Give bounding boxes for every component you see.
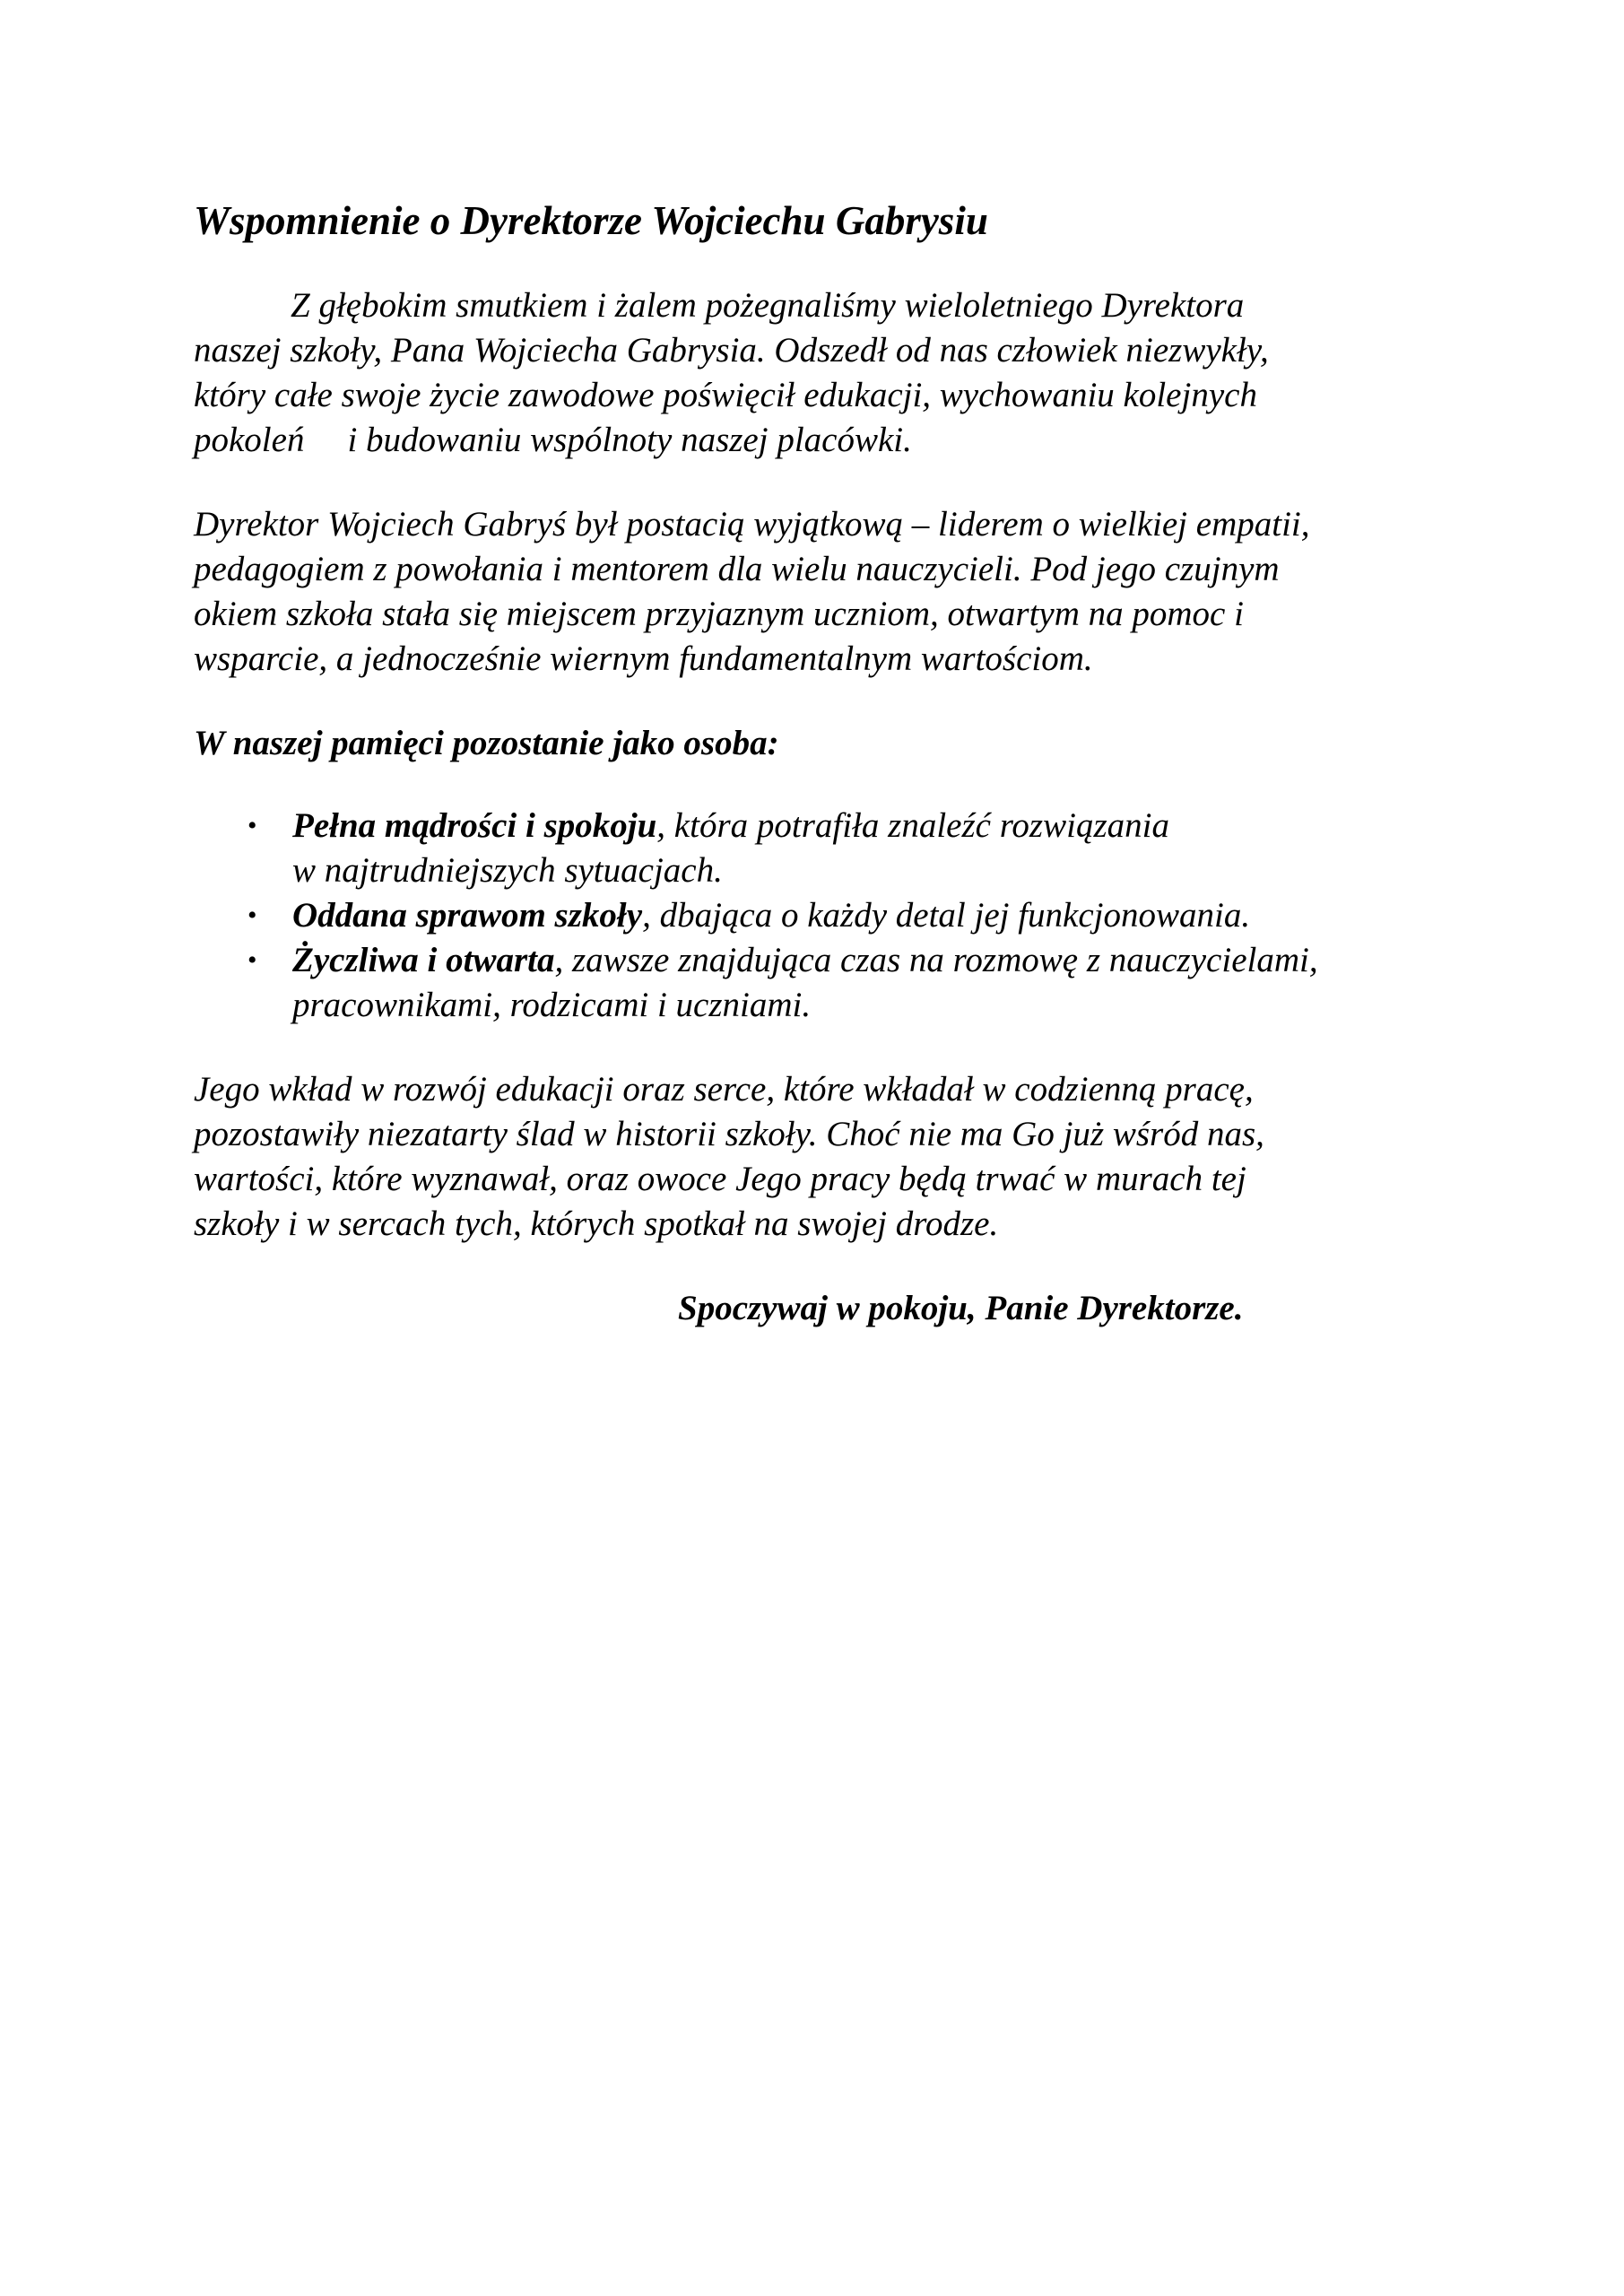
closing-line: Spoczywaj w pokoju, Panie Dyrektorze. <box>678 1289 1244 1327</box>
paragraph-line <box>194 418 1449 463</box>
list-item-line: pracownikami, rodzicami i uczniami. <box>292 986 812 1024</box>
list-item-text: , dbająca o każdy detal jej funkcjonowania. <box>642 896 1251 935</box>
bullet-icon: • <box>248 945 257 975</box>
paragraph-line <box>194 283 1449 328</box>
bullet-icon: • <box>248 811 257 840</box>
list-item-text: , która potrafiła znaleźć rozwiązania <box>656 806 1169 845</box>
list-item-line <box>292 804 1449 848</box>
list-item-line <box>292 893 1449 938</box>
list-item <box>194 804 1449 893</box>
list-item <box>194 938 1449 1028</box>
paragraph-line: wartości, które wyznawał, oraz owoce Jego pracy będą trwać w murach tej <box>194 1160 1246 1198</box>
line-text: i budowaniu wspólnoty naszej placówki. <box>347 421 912 459</box>
paragraph-line: naszej szkoły, Pana Wojciecha Gabrysia. Odszedł od nas człowiek niezwykły, <box>194 331 1269 370</box>
paragraph-line: Jego wkład w rozwój edukacji oraz serce, które wkładał w codzienną pracę, <box>194 1070 1254 1109</box>
line-text: pokoleń <box>194 421 305 459</box>
paragraph-line: który całe swoje życie zawodowe poświęcił edukacji, wychowaniu kolejnych <box>194 376 1257 414</box>
list-item-text: , zawsze znajdująca czas na rozmowę z nauczycielami, <box>554 941 1318 979</box>
paragraph-line: okiem szkoła stała się miejscem przyjaznym uczniom, otwartym na pomoc i <box>194 595 1244 633</box>
document-title: Wspomnienie o Dyrektorze Wojciechu Gabrysiu <box>194 198 988 243</box>
paragraph-line: Dyrektor Wojciech Gabryś był postacią wyjątkową – liderem o wielkiej empatii, <box>194 505 1310 544</box>
list-item-bold: Oddana sprawom szkoły <box>292 896 643 935</box>
paragraph-line: pedagogiem z powołania i mentorem dla wielu nauczycieli. Pod jego czujnym <box>194 550 1280 588</box>
list-item-bold: Pełna mądrości i spokoju <box>292 806 657 845</box>
list-item-bold: Życzliwa i otwarta <box>292 941 555 979</box>
paragraph-intro <box>194 283 1449 463</box>
list-item-line <box>292 938 1449 983</box>
paragraph-line: pozostawiły niezatarty ślad w historii szkoły. Choć nie ma Go już wśród nas, <box>194 1115 1264 1153</box>
paragraph-description <box>194 502 1449 682</box>
list-item <box>194 893 1449 938</box>
memory-list <box>194 804 1449 1028</box>
paragraph-legacy <box>194 1067 1449 1247</box>
line-text: Z głębokim smutkiem i żalem pożegnaliśmy wieloletniego Dyrektora <box>291 286 1245 325</box>
list-item-line: w najtrudniejszych sytuacjach. <box>292 851 723 890</box>
paragraph-line: szkoły i w sercach tych, których spotkał na swojej drodze. <box>194 1205 999 1243</box>
document-content <box>194 194 1449 1331</box>
list-heading: W naszej pamięci pozostanie jako osoba: <box>194 724 779 762</box>
paragraph-line: wsparcie, a jednocześnie wiernym fundamentalnym wartościom. <box>194 639 1093 678</box>
bullet-icon: • <box>248 900 257 930</box>
